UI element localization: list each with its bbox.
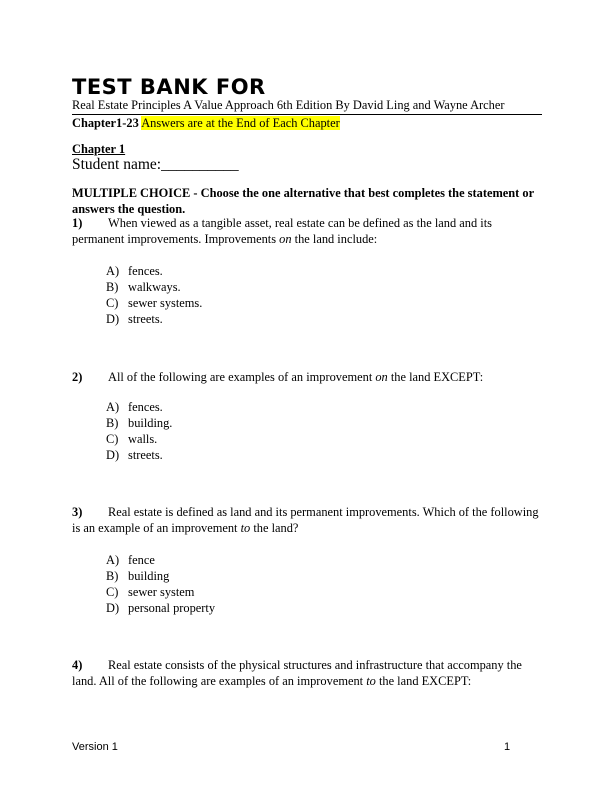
answer-option xyxy=(106,584,215,600)
option-text: streets. xyxy=(128,448,163,462)
chapter-label: Chapter 1 xyxy=(72,142,126,156)
question-text: All of the following are examples of an improvement xyxy=(108,370,376,384)
book-subtitle: Real Estate Principles A Value Approach 6th Edition By David Ling and Wayne Archer xyxy=(72,98,505,112)
option-letter: D) xyxy=(106,312,120,326)
footer-version: Version 1 xyxy=(72,741,118,753)
answer-option xyxy=(106,600,215,616)
question-text: Real estate consists of the physical structures and infrastructure that accompany the land. All of the following are examples of an improvement xyxy=(72,658,522,688)
option-text: building xyxy=(128,569,170,583)
answer-option xyxy=(106,552,215,568)
question-text: Real estate is defined as land and its permanent improvements. Which of the following is an example of an improvement xyxy=(72,505,539,535)
option-text: streets. xyxy=(128,312,163,326)
question-number: 4) xyxy=(72,658,83,672)
answer-option xyxy=(106,279,202,295)
option-letter: D) xyxy=(106,601,120,615)
question-stem xyxy=(72,504,542,536)
option-text: building. xyxy=(128,416,173,430)
option-text: fences. xyxy=(128,400,163,414)
chapter-range-line xyxy=(72,116,340,131)
option-text: sewer system xyxy=(128,585,195,599)
option-letter: B) xyxy=(106,569,119,583)
answer-option xyxy=(106,431,172,447)
option-letter: A) xyxy=(106,553,120,567)
option-text: sewer systems. xyxy=(128,296,203,310)
option-letter: A) xyxy=(106,400,120,414)
question-text-end: the land? xyxy=(250,521,299,535)
student-name-line: Student name:__________ xyxy=(72,156,239,173)
chapter-range: Chapter1-23 xyxy=(72,116,139,130)
footer-page-number: 1 xyxy=(504,741,511,753)
multiple-choice-heading: MULTIPLE CHOICE - Choose the one alternative that best completes the statement or answers the question. xyxy=(72,186,534,216)
answer-option xyxy=(106,263,202,279)
option-letter: C) xyxy=(106,296,119,310)
question-number: 3) xyxy=(72,505,83,519)
answers-note-highlight: Answers are at the End of Each Chapter xyxy=(141,116,340,130)
option-letter: C) xyxy=(106,432,119,446)
answer-option xyxy=(106,415,172,431)
question-text-end: the land EXCEPT: xyxy=(375,674,472,688)
answer-option xyxy=(106,447,172,463)
option-letter: D) xyxy=(106,448,120,462)
option-text: walkways. xyxy=(128,280,181,294)
option-text: fences. xyxy=(128,264,163,278)
answer-option xyxy=(106,311,202,327)
answer-option xyxy=(106,568,215,584)
option-letter: B) xyxy=(106,280,119,294)
answer-option xyxy=(106,399,172,415)
question-emphasis: on xyxy=(375,370,388,384)
question-emphasis: on xyxy=(279,232,292,246)
option-letter: B) xyxy=(106,416,119,430)
answer-options xyxy=(106,399,172,463)
document-title: TEST BANK FOR xyxy=(72,75,266,99)
question-stem xyxy=(72,657,542,689)
question-number: 1) xyxy=(72,216,83,230)
header-divider xyxy=(72,114,542,115)
option-text: fence xyxy=(128,553,155,567)
answer-options xyxy=(106,263,202,327)
question-emphasis: to xyxy=(240,521,251,535)
option-text: personal property xyxy=(128,601,216,615)
question-stem xyxy=(72,369,542,385)
answer-option xyxy=(106,295,202,311)
answer-options xyxy=(106,552,215,616)
option-letter: C) xyxy=(106,585,119,599)
question-text: When viewed as a tangible asset, real estate can be defined as the land and its permanent improvements. Improvements xyxy=(72,216,492,246)
question-text-end: the land EXCEPT: xyxy=(387,370,484,384)
option-letter: A) xyxy=(106,264,120,278)
question-emphasis: to xyxy=(366,674,376,688)
option-text: walls. xyxy=(128,432,158,446)
question-text-end: the land include: xyxy=(291,232,378,246)
question-number: 2) xyxy=(72,370,83,384)
question-stem xyxy=(72,215,542,247)
